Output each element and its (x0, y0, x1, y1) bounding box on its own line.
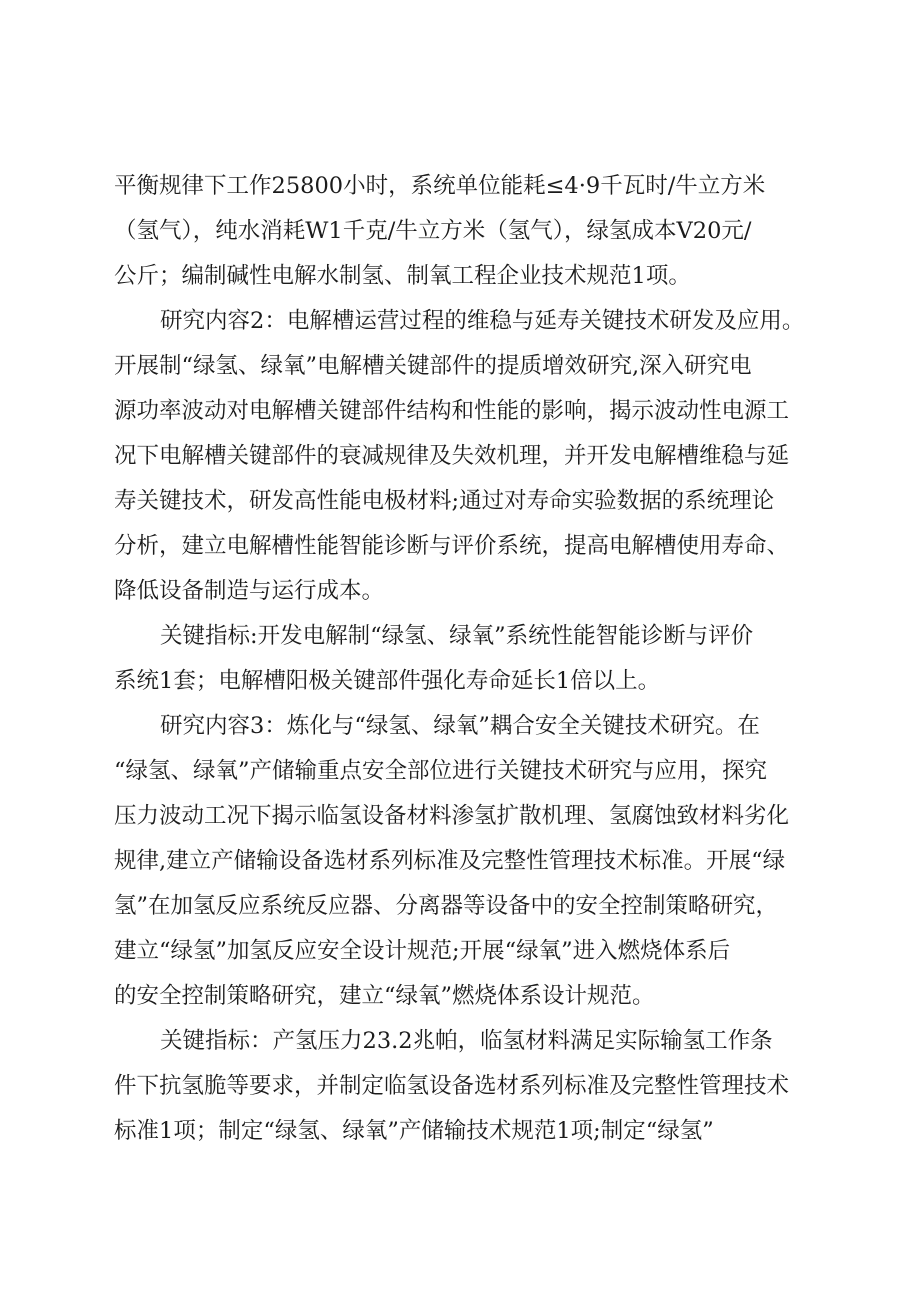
paragraph-heading-research-content-2: 研究内容2：电解槽运营过程的维稳与延寿关键技术研发及应用。 (160, 308, 805, 334)
body-text (114, 164, 830, 1154)
text-line: 规律,建立产储输设备选材系列标准及完整性管理技术标准。开展“绿 (114, 848, 786, 874)
paragraph-key-indicators-2: 关键指标:开发电解制“绿氢、绿氧”系统性能智能诊断与评价 (160, 623, 754, 649)
text-line: 标准1项；制定“绿氢、绿氧”产储输技术规范1项;制定“绿氢” (114, 1118, 714, 1144)
text-line: 分析，建立电解槽性能智能诊断与评价系统，提高电解槽使用寿命、 (114, 533, 790, 559)
text-line: 建立“绿氢”加氢反应安全设计规范;开展“绿氧”进入燃烧体系后 (114, 938, 731, 964)
paragraph-key-indicators-3: 关键指标：产氢压力23.2兆帕，临氢材料满足实际输氢工作条 (160, 1028, 773, 1054)
text-line: 开展制“绿氢、绿氧”电解槽关键部件的提质增效研究,深入研究电 (114, 353, 752, 379)
text-line: 系统1套；电解槽阳极关键部件强化寿命延长1倍以上。 (114, 668, 661, 694)
text-line: 况下电解槽关键部件的衰减规律及失效机理，并开发电解槽维稳与延 (114, 443, 790, 469)
text-line: 降低设备制造与运行成本。 (114, 578, 385, 604)
text-line: 源功率波动对电解槽关键部件结构和性能的影响，揭示波动性电源工 (114, 398, 790, 424)
text-line: 的安全控制策略研究，建立“绿氧”燃烧体系设计规范。 (114, 983, 655, 1009)
paragraph-heading-research-content-3: 研究内容3：炼化与“绿氢、绿氧”耦合安全关键技术研究。在 (160, 713, 760, 739)
text-line: 平衡规律下工作25800小时，系统单位能耗≤4·9千瓦时/牛立方米 (114, 173, 766, 199)
text-line: （氢气），纯水消耗W1千克/牛立方米（氢气），绿氢成本V20元/ (114, 218, 752, 244)
text-line: “绿氢、绿氧”产储输重点安全部位进行关键技术研究与应用，探究 (114, 758, 768, 784)
text-line: 寿关键技术，研发高性能电极材料;通过对寿命实验数据的系统理论 (114, 488, 775, 514)
text-line: 氢”在加氢反应系统反应器、分离器等设备中的安全控制策略研究， (114, 893, 779, 919)
text-line: 件下抗氢脆等要求，并制定临氢设备选材系列标准及完整性管理技术 (114, 1073, 790, 1099)
text-line: 压力波动工况下揭示临氢设备材料渗氢扩散机理、氢腐蚀致材料劣化 (114, 803, 790, 829)
text-line: 公斤；编制碱性电解水制氢、制氧工程企业技术规范1项。 (114, 263, 691, 289)
